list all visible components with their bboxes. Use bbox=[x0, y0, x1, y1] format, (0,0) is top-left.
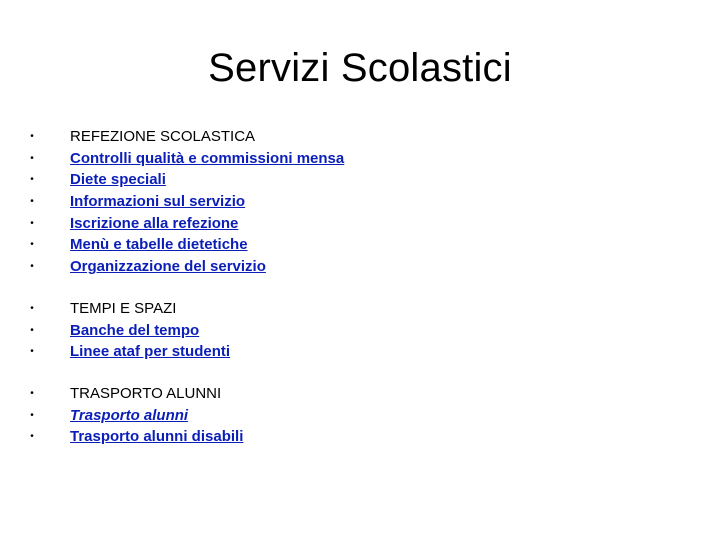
bullet-icon: • bbox=[30, 152, 34, 164]
bullet-icon: • bbox=[30, 174, 34, 186]
list-item bbox=[28, 256, 688, 278]
bullet-icon: • bbox=[30, 431, 34, 443]
bullet-icon: • bbox=[30, 387, 34, 399]
services-list bbox=[28, 126, 688, 448]
bullet-icon: • bbox=[30, 302, 34, 314]
section-heading: TEMPI E SPAZI bbox=[70, 299, 177, 317]
section-heading-item bbox=[28, 298, 688, 320]
section-heading-item bbox=[28, 126, 688, 148]
link-trasporto-alunni-disabili[interactable]: Trasporto alunni disabili bbox=[70, 428, 244, 446]
link-banche-tempo[interactable]: Banche del tempo bbox=[70, 321, 200, 339]
list-item bbox=[28, 169, 688, 191]
section-trasporto-alunni bbox=[28, 383, 688, 448]
bullet-icon: • bbox=[30, 409, 34, 421]
page-title: Servizi Scolastici bbox=[208, 46, 512, 90]
list-item bbox=[28, 148, 688, 170]
bullet-icon: • bbox=[30, 261, 34, 273]
list-item bbox=[28, 213, 688, 235]
section-heading: TRASPORTO ALUNNI bbox=[70, 384, 222, 402]
list-item bbox=[28, 234, 688, 256]
list-item bbox=[28, 405, 688, 427]
link-informazioni-servizio[interactable]: Informazioni sul servizio bbox=[70, 193, 246, 211]
list-item bbox=[28, 191, 688, 213]
section-heading: REFEZIONE SCOLASTICA bbox=[70, 128, 256, 145]
bullet-icon: • bbox=[30, 346, 34, 358]
link-iscrizione-refezione[interactable]: Iscrizione alla refezione bbox=[70, 214, 239, 232]
bullet-icon: • bbox=[30, 196, 34, 208]
bullet-icon: • bbox=[30, 324, 34, 336]
list-item bbox=[28, 426, 688, 448]
section-tempi-e-spazi bbox=[28, 298, 688, 363]
bullet-icon: • bbox=[30, 239, 34, 251]
list-item bbox=[28, 341, 688, 363]
link-controlli-qualita[interactable]: Controlli qualità e commissioni mensa bbox=[70, 149, 345, 167]
link-menu-tabelle[interactable]: Menù e tabelle dietetiche bbox=[70, 236, 248, 254]
list-item bbox=[28, 320, 688, 342]
bullet-icon: • bbox=[30, 217, 34, 229]
link-organizzazione-servizio[interactable]: Organizzazione del servizio bbox=[70, 258, 266, 276]
section-refezione-scolastica bbox=[28, 126, 688, 278]
link-diete-speciali[interactable]: Diete speciali bbox=[70, 171, 166, 189]
link-linee-ataf[interactable]: Linee ataf per studenti bbox=[70, 343, 231, 361]
section-heading-item bbox=[28, 383, 688, 405]
link-trasporto-alunni[interactable]: Trasporto alunni bbox=[70, 406, 189, 424]
bullet-icon: • bbox=[30, 131, 34, 142]
